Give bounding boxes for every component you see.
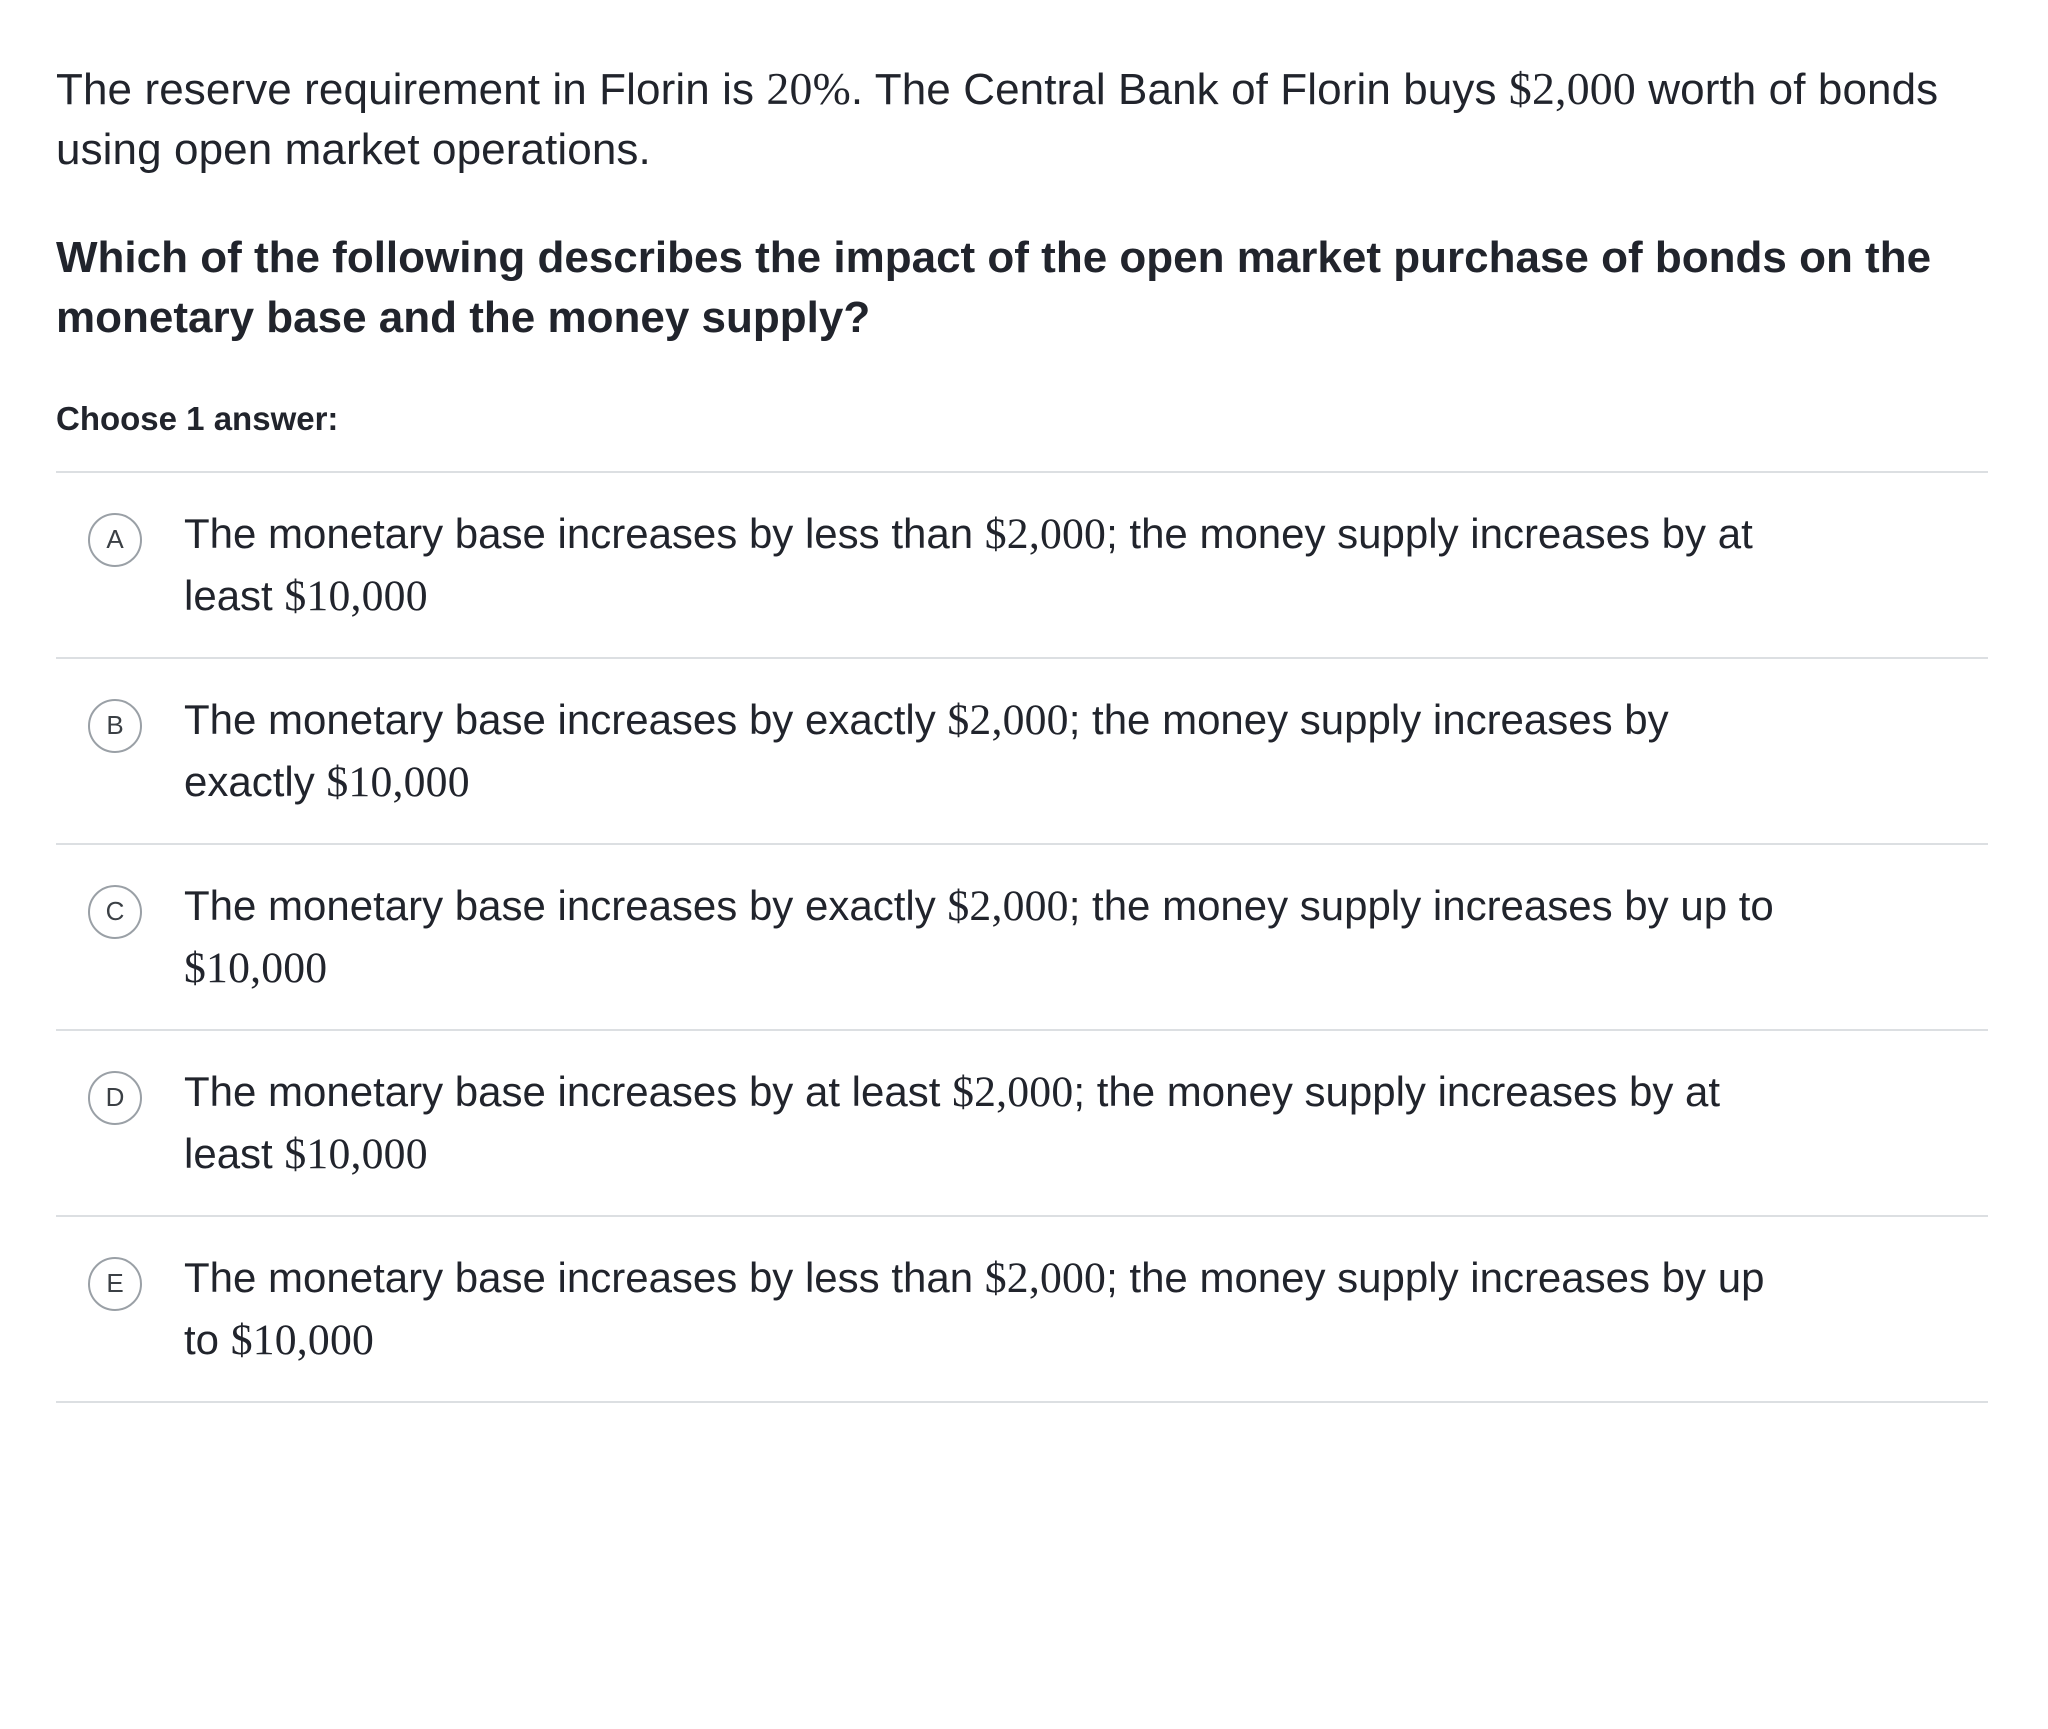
context-math-reserve-ratio: 20%: [766, 63, 851, 114]
choice-e-seg2: ; the money supply increases by up to: [184, 1253, 1765, 1363]
choice-b-seg2: ; the money supply increases by exactly: [184, 695, 1669, 805]
answer-choice-b[interactable]: [56, 659, 1988, 845]
answer-choice-a[interactable]: [56, 473, 1988, 659]
choice-a-seg1: The monetary base increases by less than: [184, 509, 985, 557]
choice-letter-bubble-d[interactable]: D: [88, 1071, 142, 1125]
answer-choice-e[interactable]: [56, 1217, 1988, 1403]
choice-d-math-2: $10,000: [284, 1129, 428, 1178]
context-text-part-3: worth of bonds using open market operations.: [56, 65, 1939, 175]
question-prompt: Which of the following describes the impact of the open market purchase of bonds on the monetary base and the money supply?: [56, 233, 1932, 342]
choice-c-seg1: The monetary base increases by exactly: [184, 881, 948, 929]
choice-c-seg2: ; the money supply increases by up to: [1068, 881, 1774, 929]
choice-text-a: [184, 503, 1804, 627]
choice-letter-bubble-b[interactable]: B: [88, 699, 142, 753]
choice-a-math-2: $10,000: [284, 571, 428, 620]
choice-b-math-2: $10,000: [326, 757, 470, 806]
choice-e-seg1: The monetary base increases by less than: [184, 1253, 985, 1301]
choice-b-seg1: The monetary base increases by exactly: [184, 695, 948, 743]
choice-letter-bubble-e[interactable]: E: [88, 1257, 142, 1311]
context-math-bond-amount: $2,000: [1508, 63, 1636, 114]
choice-text-c: [184, 875, 1804, 999]
choice-c-math-1: $2,000: [947, 881, 1069, 930]
choice-b-math-1: $2,000: [947, 695, 1069, 744]
choice-d-seg1: The monetary base increases by at least: [184, 1067, 953, 1115]
choice-letter-bubble-c[interactable]: C: [88, 885, 142, 939]
choice-text-d: [184, 1061, 1804, 1185]
choice-e-math-1: $2,000: [984, 1253, 1107, 1302]
context-text-part-2: . The Central Bank of Florin buys: [850, 65, 1509, 114]
answer-choice-list: [56, 471, 1988, 1403]
choice-c-math-2: $10,000: [184, 943, 328, 992]
choice-letter-bubble-a[interactable]: A: [88, 513, 142, 567]
choose-instruction: Choose 1 answer:: [56, 399, 339, 437]
choice-text-b: [184, 689, 1804, 813]
choice-d-seg2: ; the money supply increases by at least: [184, 1067, 1721, 1177]
choice-a-math-1: $2,000: [984, 509, 1107, 558]
choice-d-math-1: $2,000: [952, 1067, 1074, 1116]
context-text-part-1: The reserve requirement in Florin is: [56, 65, 767, 114]
question-context: [56, 58, 1988, 180]
choice-a-seg2: ; the money supply increases by at least: [184, 509, 1753, 619]
answer-choice-d[interactable]: [56, 1031, 1988, 1217]
answer-choice-c[interactable]: [56, 845, 1988, 1031]
choice-text-e: [184, 1247, 1804, 1371]
choice-e-math-2: $10,000: [230, 1316, 375, 1364]
